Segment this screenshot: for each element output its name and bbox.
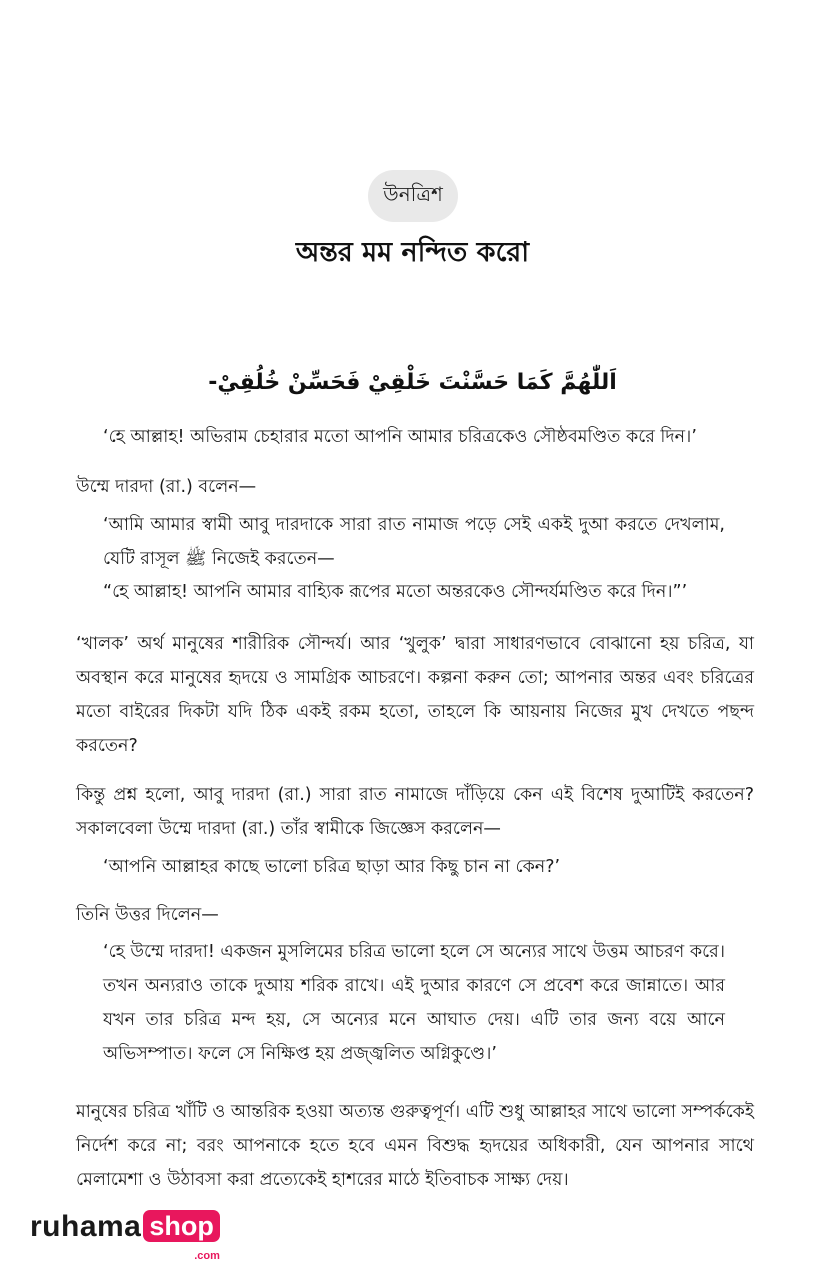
wife-question-quote: ‘আপনি আল্লাহর কাছে ভালো চরিত্র ছাড়া আর কিছু চান না কেন?’ bbox=[103, 857, 561, 877]
logo-word: ruhama bbox=[30, 1210, 142, 1243]
chapter-title: অন্তর মম নন্দিত করো bbox=[295, 237, 530, 268]
answer-intro: তিনি উত্তর দিলেন— bbox=[76, 905, 219, 925]
narration-quote: ‘আমি আমার স্বামী আবু দারদাকে সারা রাত নামাজ পড়ে সেই একই দুআ করতে দেখলাম, যেটি রাসূল ﷺ নিজেই করতেন— bbox=[103, 515, 725, 569]
logo-shop-badge bbox=[143, 1210, 220, 1262]
logo-shop-text: shop bbox=[149, 1211, 214, 1241]
prophet-dua-quote: “হে আল্লাহ! আপনি আমার বাহ্যিক রূপের মতো অন্তরকেও সৌন্দর্যমণ্ডিত করে দিন।”’ bbox=[103, 582, 688, 602]
logo-domain: .com bbox=[194, 1250, 220, 1262]
chapter-number-badge bbox=[368, 170, 458, 222]
question-paragraph: কিন্তু প্রশ্ন হলো, আবু দারদা (রা.) সারা রাত নামাজে দাঁড়িয়ে কেন এই বিশেষ দুআটিই করতেন? সকালবেলা উম্মে দারদা (রা.) তাঁর স্বামীকে জিজ্ঞেস করলেন— bbox=[76, 785, 754, 839]
conclusion-paragraph: মানুষের চরিত্র খাঁটি ও আন্তরিক হওয়া অত্যন্ত গুরুত্বপূর্ণ। এটি শুধু আল্লাহর সাথে ভালো সম্পর্ককেই নির্দেশ করে না; বরং আপনাকে হতে হবে এমন বিশুদ্ধ হৃদয়ের অধিকারী, যেন আপনার সাথে মেলামেশা ও উঠাবসা করা প্রত্যেকেই হাশরের মাঠে ইতিবাচক সাক্ষ্য দেয়। bbox=[76, 1102, 754, 1190]
ruhamashop-logo bbox=[30, 1210, 220, 1262]
khalq-khuluq-paragraph: ‘খালক’ অর্থ মানুষের শারীরিক সৌন্দর্য। আর ‘খুলুক’ দ্বারা সাধারণভাবে বোঝানো হয় চরিত্র, যা অবস্থান করে মানুষের হৃদয়ে ও সামগ্রিক আচরণে। কল্পনা করুন তো; আপনার অন্তর এবং চরিত্রের মতো বাইরের দিকটা যদি ঠিক একই রকম হতো, তাহলে কি আয়নায় নিজের মুখ দেখতে পছন্দ করতেন? bbox=[76, 634, 754, 756]
chapter-number-label: উনত্রিশ bbox=[383, 181, 443, 206]
answer-quote: ‘হে উম্মে দারদা! একজন মুসলিমের চরিত্র ভালো হলে সে অন্যের সাথে উত্তম আচরণ করে। তখন অন্যরাও তাকে দুআয় শরিক রাখে। এই দুআর কারণে সে প্রবেশ করে জান্নাতে। আর যখন তার চরিত্র মন্দ হয়, সে অন্যের মনে আঘাত দেয়। এটি তার জন্য বয়ে আনে অভিসম্পাত। ফলে সে নিক্ষিপ্ত হয় প্রজ্জ্বলিত অগ্নিকুণ্ডে।’ bbox=[103, 942, 725, 1064]
dua-translation: ‘হে আল্লাহ! অভিরাম চেহারার মতো আপনি আমার চরিত্রকেও সৌষ্ঠবমণ্ডিত করে দিন।’ bbox=[103, 427, 697, 447]
narrator-intro: উম্মে দারদা (রা.) বলেন— bbox=[76, 477, 257, 497]
arabic-dua: اَللّٰهُمَّ كَمَا حَسَّنْتَ خَلْقِيْ فَحَسِّنْ خُلُقِيْ- bbox=[208, 370, 617, 395]
